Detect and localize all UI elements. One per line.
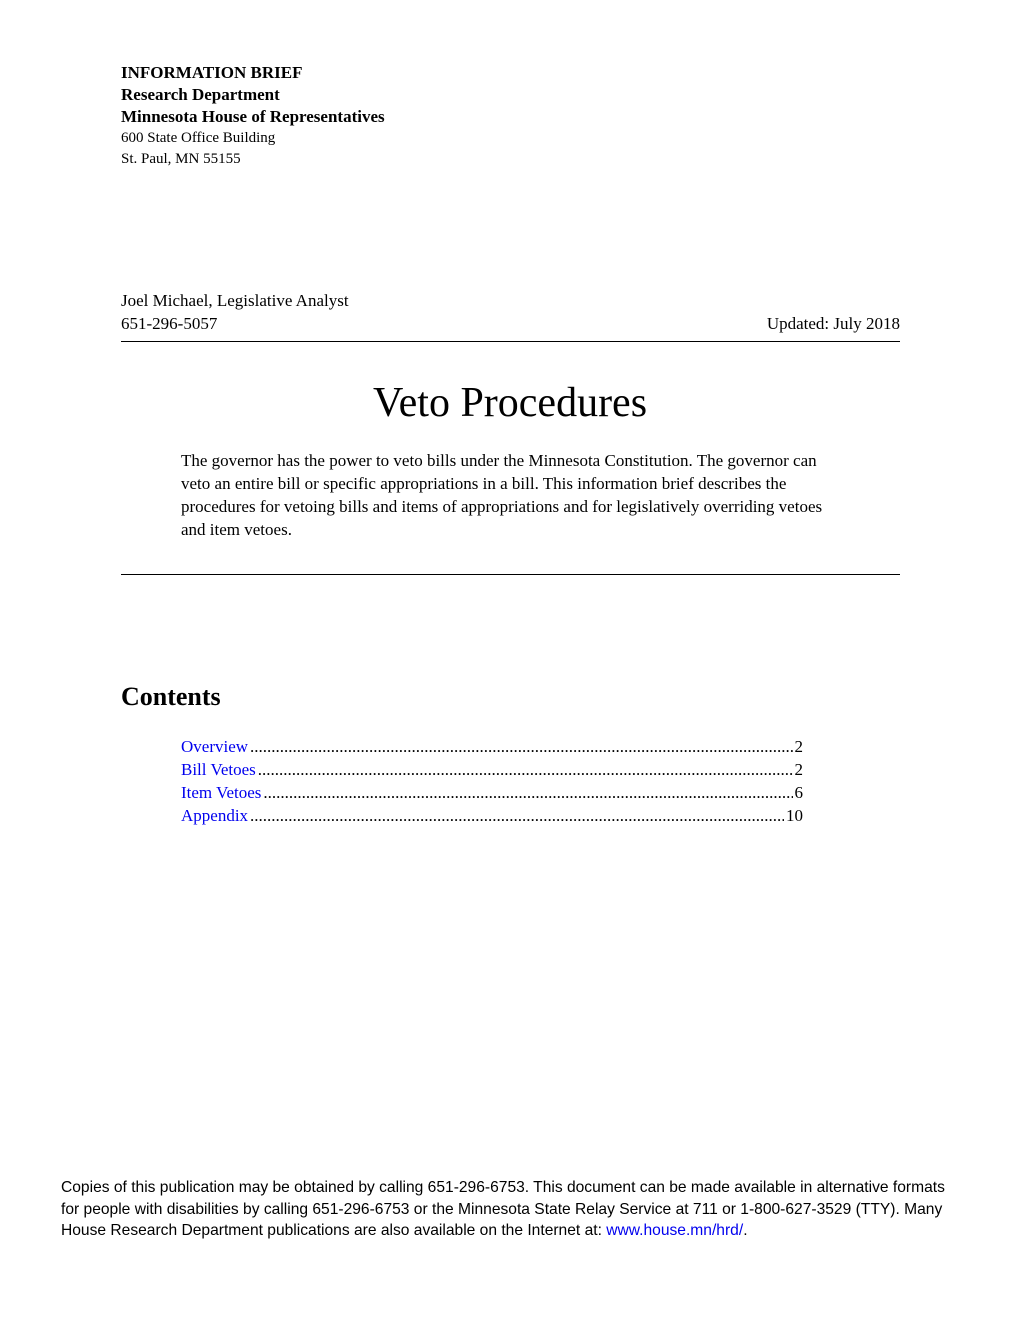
department-name: Research Department [121, 85, 280, 104]
contents-heading: Contents [121, 682, 221, 711]
toc-page-number: 6 [794, 783, 803, 802]
toc-link-item-vetoes[interactable]: Item Vetoes [181, 783, 262, 802]
toc-page-number: 2 [794, 737, 803, 756]
footer-text: Copies of this publication may be obtained by calling 651-296-6753. This document can be made available in alternative formats for people with disabilities by calling 651-296-6753 or the Minnesota State Relay Service at 711 or 1-800-627-3529 (TTY). Many House Research Department publications are also available on the Internet at: [61, 1179, 945, 1239]
toc-item-bill-vetoes [181, 758, 803, 781]
publisher-header [121, 62, 385, 170]
header-divider [121, 341, 900, 342]
toc-leader [258, 758, 793, 781]
toc-link-overview[interactable]: Overview [181, 737, 249, 756]
organization-name: Minnesota House of Representatives [121, 107, 385, 126]
abstract: The governor has the power to veto bills under the Minnesota Constitution. The governor can veto an entire bill or specific appropriations in a bill. This information brief describes the procedures for vetoing bills and items of appropriations and for legislatively overriding vetoes and item vetoes. [181, 451, 823, 539]
footer-note [61, 1177, 961, 1242]
toc-leader [250, 735, 792, 758]
address-line-1: 600 State Office Building [121, 130, 276, 146]
updated-date: Updated: July 2018 [766, 314, 900, 333]
table-of-contents [181, 735, 803, 827]
toc-item-appendix [181, 804, 803, 827]
toc-link-appendix[interactable]: Appendix [181, 806, 249, 825]
toc-leader [263, 781, 792, 804]
author-phone: 651-296-5057 [121, 314, 218, 333]
toc-item-item-vetoes [181, 781, 803, 804]
brief-type: INFORMATION BRIEF [121, 63, 303, 82]
toc-page-number: 10 [786, 806, 803, 825]
author-name: Joel Michael, Legislative Analyst [121, 291, 349, 310]
address-line-2: St. Paul, MN 55155 [121, 151, 241, 167]
abstract-divider [121, 574, 900, 575]
footer-period: . [743, 1222, 748, 1239]
toc-leader [250, 804, 784, 827]
author-block [121, 289, 900, 335]
toc-link-bill-vetoes[interactable]: Bill Vetoes [181, 760, 256, 779]
toc-page-number: 2 [794, 760, 803, 779]
toc-item-overview [181, 735, 803, 758]
footer-website-link[interactable]: www.house.mn/hrd/ [606, 1222, 744, 1239]
document-title: Veto Procedures [372, 380, 648, 426]
